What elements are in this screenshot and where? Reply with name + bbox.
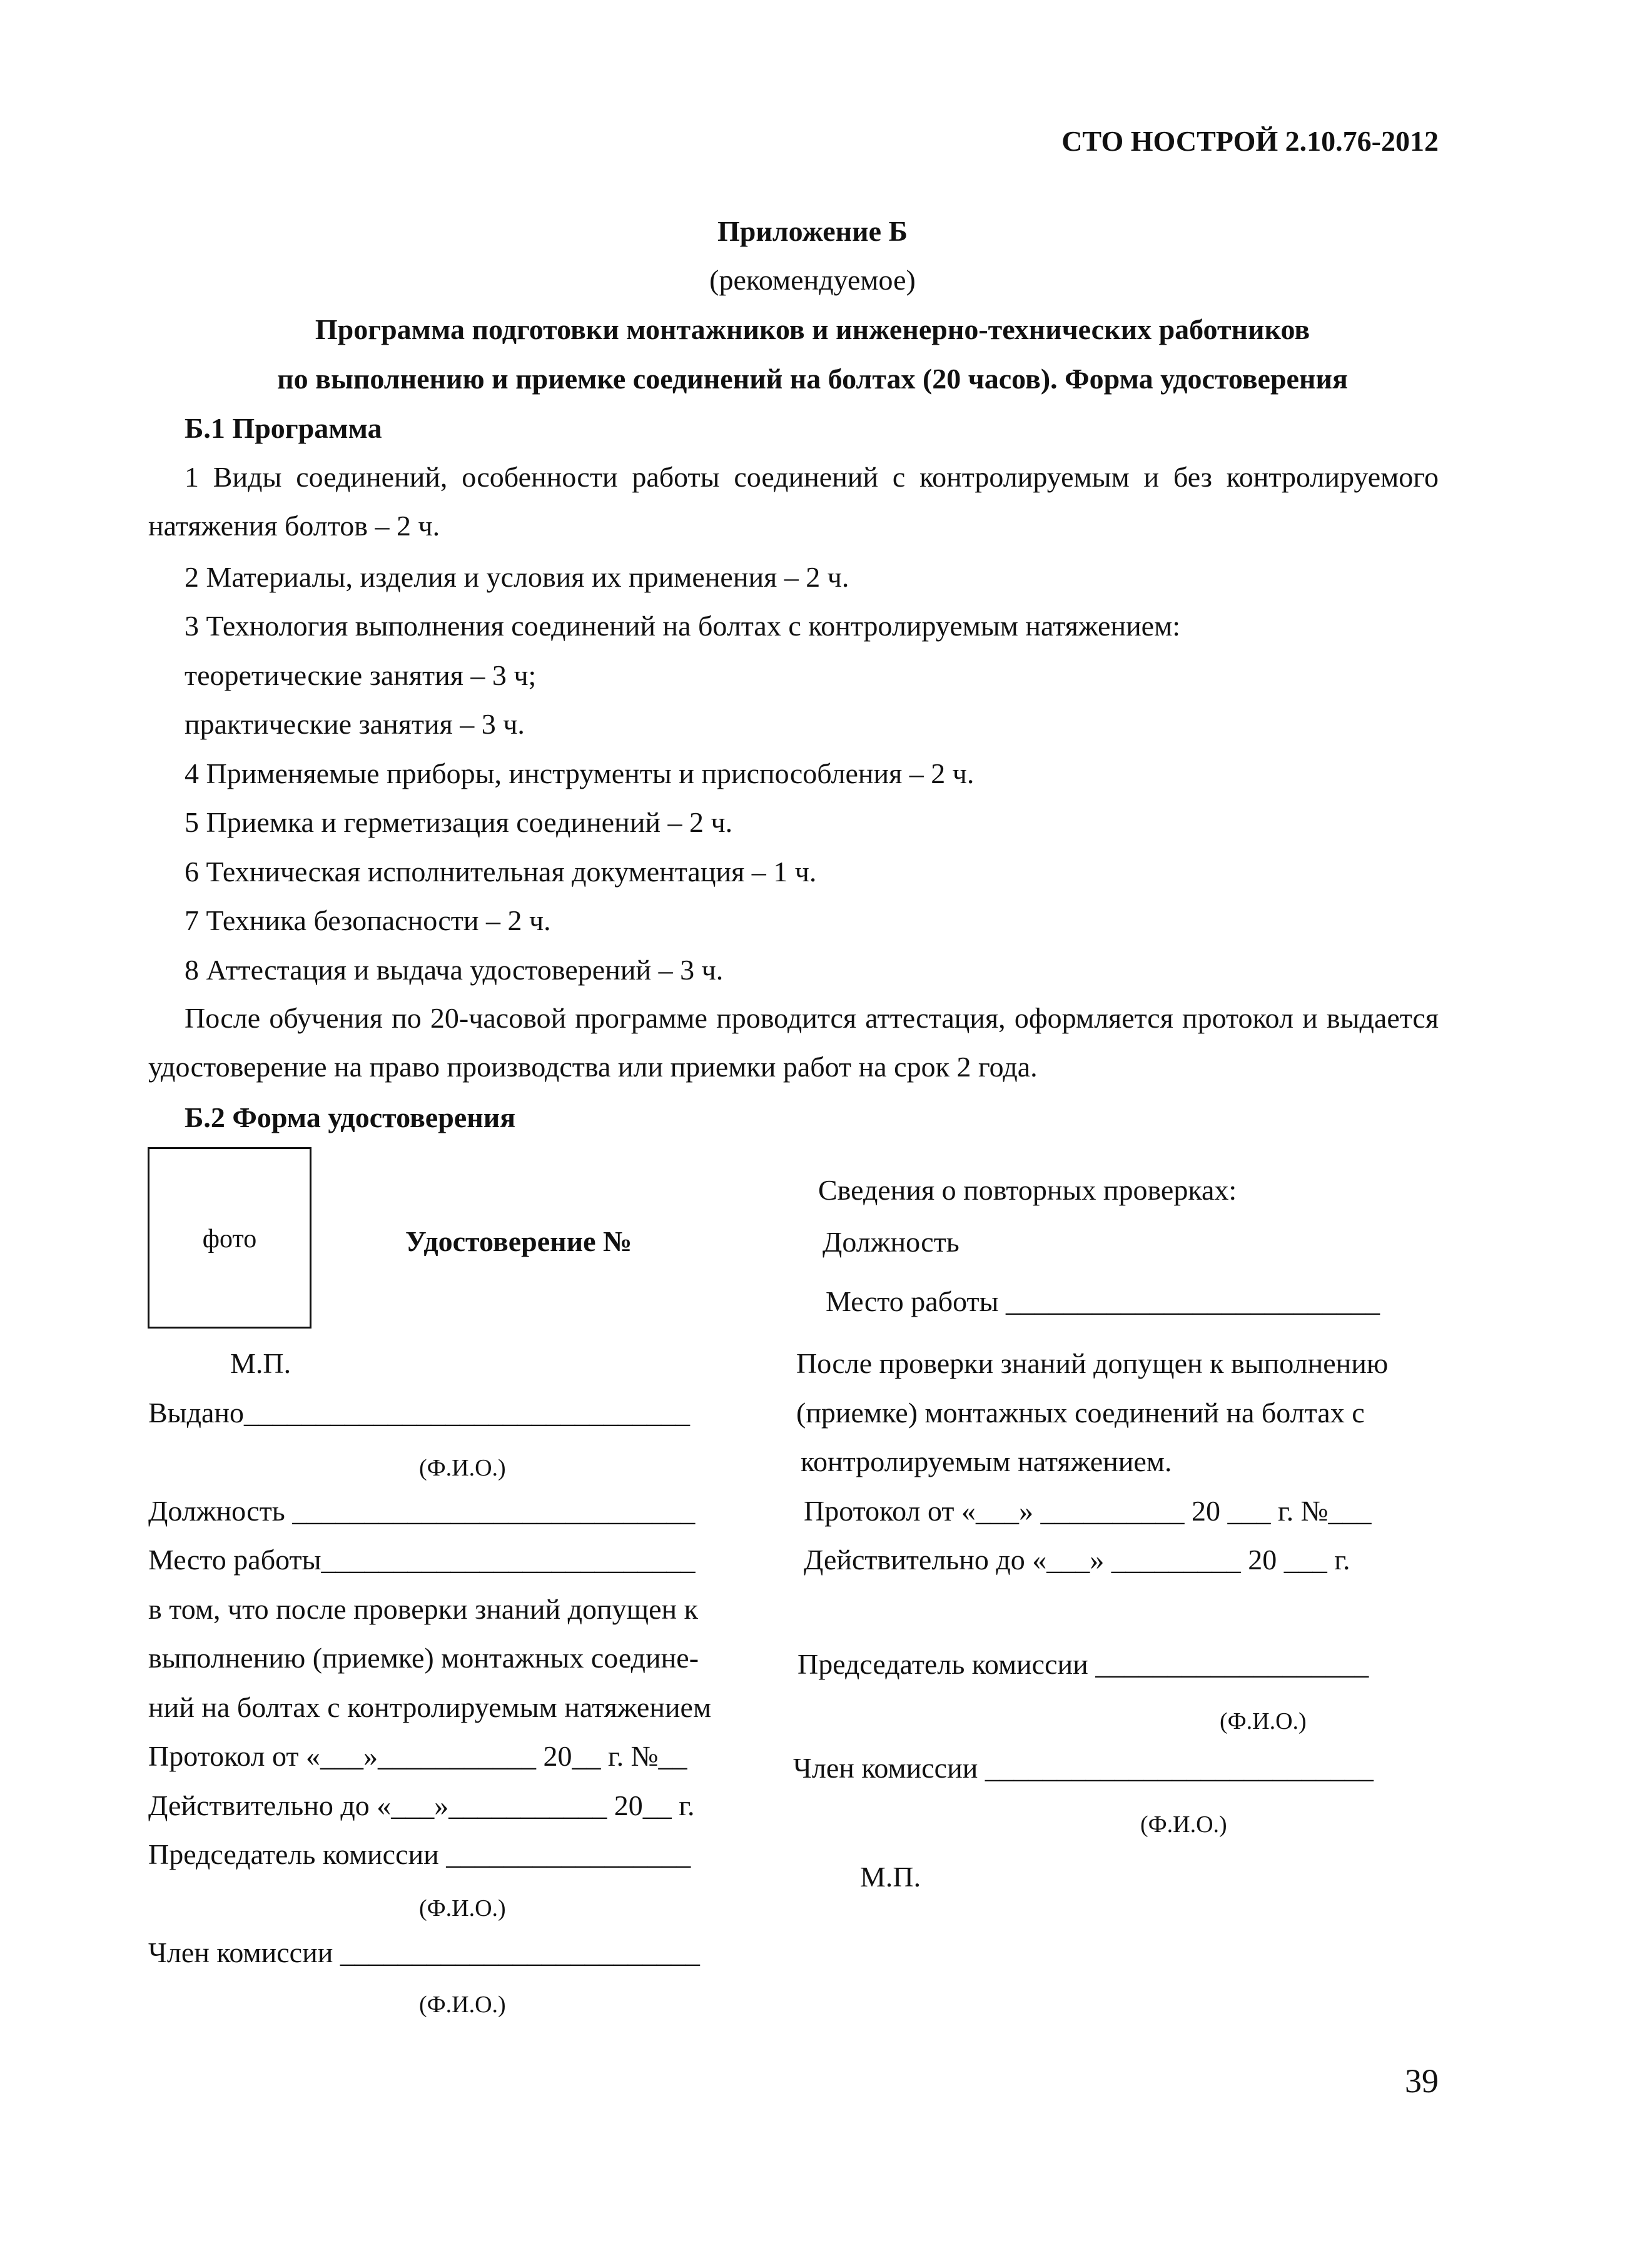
photo-placeholder: [148, 1147, 311, 1329]
page-number: 39: [1405, 2062, 1439, 2100]
appendix-status: (рекомендуемое): [709, 264, 916, 296]
program-item-4: 4 Применяемые приборы, инструменты и приспособления – 2 ч.: [185, 757, 974, 789]
valid-until-field: Действительно до «___»___________ 20__ г.: [148, 1790, 695, 1821]
section-b1-heading: Б.1 Программа: [185, 412, 382, 444]
chairman-fio-caption: (Ф.И.О.): [419, 1895, 506, 1921]
photo-label: фото: [202, 1225, 257, 1253]
member-field: Член комиссии _________________________: [148, 1936, 700, 1968]
program-item-6: 6 Техническая исполнительная документация – 1 ч.: [185, 856, 817, 888]
program-item-2: 2 Материалы, изделия и условия их применения – 2 ч.: [185, 561, 849, 593]
recheck-member: Член комиссии ___________________________: [793, 1752, 1374, 1784]
recheck-valid-until: Действительно до «___» _________ 20 ___ г.: [804, 1544, 1350, 1576]
program-item-1: 1 Виды соединений, особенности работы соединений с контролируемым и без контролируемого натяжения болтов – 2 ч.: [148, 461, 1439, 542]
program-item-3-practice: практические занятия – 3 ч.: [185, 708, 525, 740]
recheck-position: Должность: [823, 1226, 959, 1258]
recheck-member-fio-caption: (Ф.И.О.): [1140, 1811, 1227, 1838]
recheck-text-line3: контролируемым натяжением.: [801, 1445, 1172, 1477]
recheck-stamp: М.П.: [860, 1861, 921, 1893]
recheck-text-line1: После проверки знаний допущен к выполнению: [796, 1347, 1389, 1379]
recheck-text-line2: (приемке) монтажных соединений на болтах с: [796, 1397, 1365, 1429]
chairman-field: Председатель комиссии _________________: [148, 1838, 691, 1870]
program-item-7: 7 Техника безопасности – 2 ч.: [185, 904, 551, 936]
certificate-text-line2: выполнению (приемке) монтажных соедине-: [148, 1642, 699, 1674]
appendix-title: Приложение Б: [717, 215, 908, 247]
protocol-field: Протокол от «___»___________ 20__ г. №__: [148, 1740, 687, 1772]
document-code: СТО НОСТРОЙ 2.10.76-2012: [1061, 125, 1439, 157]
recheck-chairman: Председатель комиссии ___________________: [797, 1648, 1369, 1680]
recheck-workplace: Место работы __________________________: [826, 1285, 1380, 1317]
section-b2-heading: Б.2 Форма удостоверения: [185, 1101, 516, 1133]
certificate-title: Удостоверение №: [405, 1225, 632, 1257]
program-title-line2: по выполнению и приемке соединений на болтах (20 часов). Форма удостоверения: [277, 363, 1348, 395]
left-stamp: М.П.: [230, 1347, 291, 1379]
program-title-line1: Программа подготовки монтажников и инженерно-технических работников: [315, 313, 1310, 345]
recheck-heading: Сведения о повторных проверках:: [818, 1174, 1237, 1206]
program-item-5: 5 Приемка и герметизация соединений – 2 ч.: [185, 806, 733, 838]
position-field: Должность ____________________________: [148, 1495, 696, 1527]
workplace-field: Место работы__________________________: [148, 1544, 696, 1576]
certificate-text-line1: в том, что после проверки знаний допущен к: [148, 1593, 698, 1625]
issued-field: Выдано_______________________________: [148, 1397, 691, 1429]
program-item-8: 8 Аттестация и выдача удостоверений – 3 ч.: [185, 954, 724, 986]
issued-fio-caption: (Ф.И.О.): [419, 1455, 506, 1481]
recheck-chairman-fio-caption: (Ф.И.О.): [1220, 1708, 1307, 1734]
recheck-protocol: Протокол от «___» __________ 20 ___ г. №___: [804, 1495, 1372, 1527]
member-fio-caption: (Ф.И.О.): [419, 1992, 506, 2018]
program-item-3: 3 Технология выполнения соединений на болтах с контролируемым натяжением:: [185, 610, 1180, 642]
program-conclusion: После обучения по 20-часовой программе проводится аттестация, оформляется протокол и выдается удостоверение на право производства или приемки работ на срок 2 года.: [148, 1002, 1439, 1083]
certificate-text-line3: ний на болтах с контролируемым натяжением: [148, 1691, 712, 1723]
program-item-3-theory: теоретические занятия – 3 ч;: [185, 659, 537, 691]
